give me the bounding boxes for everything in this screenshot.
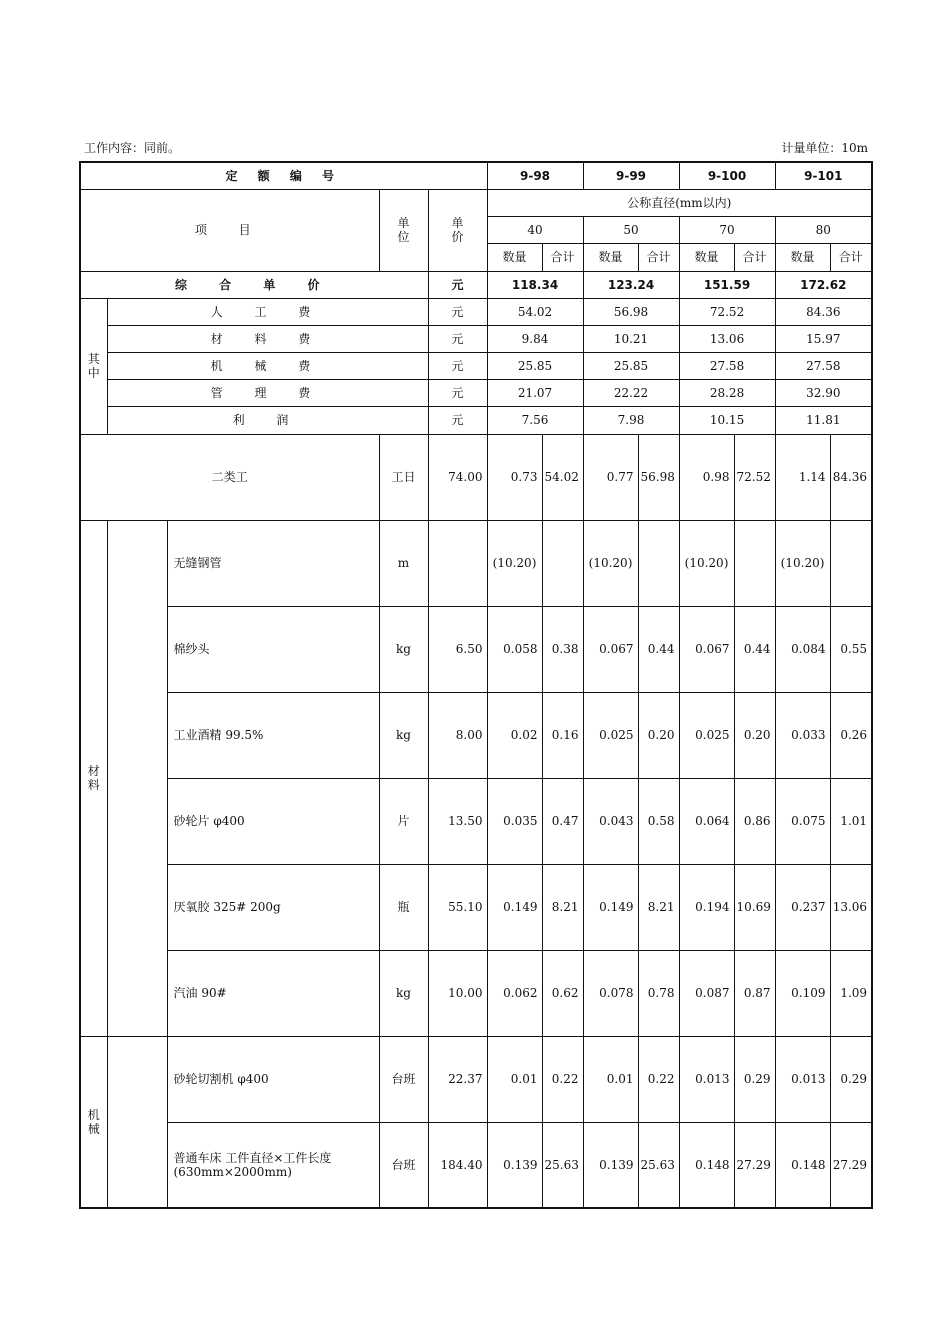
machinery-sum: 27.29 xyxy=(734,1122,775,1208)
fee-row xyxy=(80,325,872,352)
fee-label: 利 润 xyxy=(107,406,428,434)
work-content-note: 工作内容：同前。 xyxy=(84,141,181,155)
material-unit: kg xyxy=(379,606,428,692)
diameter-value: 40 xyxy=(487,216,583,243)
machinery-sum: 0.29 xyxy=(830,1036,872,1122)
fee-unit: 元 xyxy=(428,352,487,379)
material-sum: 8.21 xyxy=(542,864,583,950)
fee-value: 54.02 xyxy=(487,298,583,325)
machinery-row xyxy=(80,1036,872,1122)
fee-value: 22.22 xyxy=(583,379,679,406)
composite-price-label: 综 合 单 价 xyxy=(80,271,428,298)
material-sum: 0.38 xyxy=(542,606,583,692)
material-qty: (10.20) xyxy=(583,520,638,606)
material-name: 砂轮片 φ400 xyxy=(167,778,379,864)
fee-value: 15.97 xyxy=(775,325,872,352)
material-qty: 0.035 xyxy=(487,778,542,864)
composite-price-value: 151.59 xyxy=(679,271,775,298)
material-sum: 0.58 xyxy=(638,778,679,864)
material-price: 10.00 xyxy=(428,950,487,1036)
material-sum: 0.62 xyxy=(542,950,583,1036)
among-label: 其 中 xyxy=(80,298,107,434)
machinery-name: 普通车床 工件直径×工件长度(630mm×2000mm) xyxy=(167,1122,379,1208)
material-sum xyxy=(542,520,583,606)
material-row xyxy=(80,692,872,778)
labor-label: 二类工 xyxy=(80,434,379,520)
quota-code: 9-99 xyxy=(583,162,679,189)
quota-code: 9-101 xyxy=(775,162,872,189)
labor-qty: 0.77 xyxy=(583,434,638,520)
fee-row xyxy=(80,298,872,325)
labor-price: 74.00 xyxy=(428,434,487,520)
measurement-unit-note: 计量单位：10m xyxy=(781,141,868,155)
machinery-unit: 台班 xyxy=(379,1122,428,1208)
material-unit: 瓶 xyxy=(379,864,428,950)
item-header: 项 目 xyxy=(80,189,379,271)
material-unit: kg xyxy=(379,692,428,778)
fee-unit: 元 xyxy=(428,325,487,352)
sum-header: 合计 xyxy=(734,243,775,271)
fee-row xyxy=(80,352,872,379)
diameter-value: 80 xyxy=(775,216,872,243)
material-name: 棉纱头 xyxy=(167,606,379,692)
fee-value: 32.90 xyxy=(775,379,872,406)
machinery-qty: 0.139 xyxy=(487,1122,542,1208)
material-sum xyxy=(734,520,775,606)
material-sum xyxy=(830,520,872,606)
fee-value: 27.58 xyxy=(679,352,775,379)
labor-qty: 1.14 xyxy=(775,434,830,520)
fee-row xyxy=(80,406,872,434)
fee-value: 7.56 xyxy=(487,406,583,434)
composite-price-row xyxy=(80,271,872,298)
quota-code: 9-100 xyxy=(679,162,775,189)
composite-price-value: 118.34 xyxy=(487,271,583,298)
unit-header: 单 位 xyxy=(379,189,428,271)
material-qty: 0.067 xyxy=(679,606,734,692)
quota-code-label: 定 额 编 号 xyxy=(80,162,487,189)
material-name: 无缝钢管 xyxy=(167,520,379,606)
qty-header: 数量 xyxy=(487,243,542,271)
material-sum: 1.09 xyxy=(830,950,872,1036)
fee-value: 9.84 xyxy=(487,325,583,352)
machinery-qty: 0.01 xyxy=(487,1036,542,1122)
machinery-qty: 0.013 xyxy=(775,1036,830,1122)
fee-unit: 元 xyxy=(428,298,487,325)
machinery-sum: 0.29 xyxy=(734,1036,775,1122)
fee-label: 管 理 费 xyxy=(107,379,428,406)
material-qty: 0.149 xyxy=(487,864,542,950)
quota-code: 9-98 xyxy=(487,162,583,189)
material-name: 汽油 90# xyxy=(167,950,379,1036)
fee-value: 25.85 xyxy=(487,352,583,379)
material-qty: 0.075 xyxy=(775,778,830,864)
fee-value: 10.15 xyxy=(679,406,775,434)
material-name: 厌氧胶 325# 200g xyxy=(167,864,379,950)
fee-unit: 元 xyxy=(428,379,487,406)
material-row xyxy=(80,864,872,950)
material-qty: (10.20) xyxy=(487,520,542,606)
material-qty: 0.194 xyxy=(679,864,734,950)
material-qty: 0.067 xyxy=(583,606,638,692)
material-qty: 0.062 xyxy=(487,950,542,1036)
material-price: 13.50 xyxy=(428,778,487,864)
machinery-qty: 0.013 xyxy=(679,1036,734,1122)
materials-blank-cell xyxy=(107,520,167,1036)
diameter-value: 70 xyxy=(679,216,775,243)
material-qty: 0.033 xyxy=(775,692,830,778)
labor-qty: 0.73 xyxy=(487,434,542,520)
material-row xyxy=(80,950,872,1036)
labor-row xyxy=(80,434,872,520)
material-row xyxy=(80,606,872,692)
qty-header: 数量 xyxy=(775,243,830,271)
material-row xyxy=(80,778,872,864)
machinery-unit: 台班 xyxy=(379,1036,428,1122)
material-sum: 0.16 xyxy=(542,692,583,778)
material-unit: m xyxy=(379,520,428,606)
fee-label: 人 工 费 xyxy=(107,298,428,325)
fee-value: 10.21 xyxy=(583,325,679,352)
price-header: 单 价 xyxy=(428,189,487,271)
material-qty: 0.043 xyxy=(583,778,638,864)
material-sum: 0.87 xyxy=(734,950,775,1036)
material-sum xyxy=(638,520,679,606)
composite-price-unit: 元 xyxy=(428,271,487,298)
fee-label: 材 料 费 xyxy=(107,325,428,352)
material-qty: 0.064 xyxy=(679,778,734,864)
fee-unit: 元 xyxy=(428,406,487,434)
machinery-sum: 27.29 xyxy=(830,1122,872,1208)
fee-value: 25.85 xyxy=(583,352,679,379)
material-price: 6.50 xyxy=(428,606,487,692)
labor-unit: 工日 xyxy=(379,434,428,520)
fee-value: 28.28 xyxy=(679,379,775,406)
fee-value: 72.52 xyxy=(679,298,775,325)
sum-header: 合计 xyxy=(638,243,679,271)
material-qty: (10.20) xyxy=(775,520,830,606)
machinery-sum: 25.63 xyxy=(638,1122,679,1208)
material-sum: 0.20 xyxy=(638,692,679,778)
material-sum: 0.55 xyxy=(830,606,872,692)
material-qty: (10.20) xyxy=(679,520,734,606)
material-qty: 0.087 xyxy=(679,950,734,1036)
fee-value: 7.98 xyxy=(583,406,679,434)
diameter-value: 50 xyxy=(583,216,679,243)
sum-header: 合计 xyxy=(830,243,872,271)
machinery-sum: 0.22 xyxy=(638,1036,679,1122)
fee-value: 11.81 xyxy=(775,406,872,434)
material-qty: 0.025 xyxy=(679,692,734,778)
material-sum: 8.21 xyxy=(638,864,679,950)
fee-value: 27.58 xyxy=(775,352,872,379)
machinery-sum: 25.63 xyxy=(542,1122,583,1208)
qty-header: 数量 xyxy=(583,243,638,271)
machinery-price: 184.40 xyxy=(428,1122,487,1208)
fee-value: 56.98 xyxy=(583,298,679,325)
machinery-price: 22.37 xyxy=(428,1036,487,1122)
material-sum: 0.44 xyxy=(734,606,775,692)
material-price: 55.10 xyxy=(428,864,487,950)
material-name: 工业酒精 99.5% xyxy=(167,692,379,778)
sum-header: 合计 xyxy=(542,243,583,271)
header-row xyxy=(80,189,872,216)
material-qty: 0.025 xyxy=(583,692,638,778)
material-row xyxy=(80,520,872,606)
machinery-qty: 0.148 xyxy=(775,1122,830,1208)
machinery-row xyxy=(80,1122,872,1208)
material-qty: 0.109 xyxy=(775,950,830,1036)
quota-code-row xyxy=(80,162,872,189)
material-qty: 0.084 xyxy=(775,606,830,692)
labor-sum: 56.98 xyxy=(638,434,679,520)
material-qty: 0.058 xyxy=(487,606,542,692)
composite-price-value: 123.24 xyxy=(583,271,679,298)
fee-row xyxy=(80,379,872,406)
material-sum: 0.47 xyxy=(542,778,583,864)
material-unit: 片 xyxy=(379,778,428,864)
materials-label: 材 料 xyxy=(80,520,107,1036)
material-qty: 0.02 xyxy=(487,692,542,778)
machinery-qty: 0.139 xyxy=(583,1122,638,1208)
material-price: 8.00 xyxy=(428,692,487,778)
material-sum: 13.06 xyxy=(830,864,872,950)
labor-sum: 54.02 xyxy=(542,434,583,520)
labor-qty: 0.98 xyxy=(679,434,734,520)
fee-value: 13.06 xyxy=(679,325,775,352)
material-sum: 10.69 xyxy=(734,864,775,950)
machinery-qty: 0.148 xyxy=(679,1122,734,1208)
fee-label: 机 械 费 xyxy=(107,352,428,379)
machinery-label: 机 械 xyxy=(80,1036,107,1208)
fee-value: 21.07 xyxy=(487,379,583,406)
labor-sum: 84.36 xyxy=(830,434,872,520)
machinery-name: 砂轮切割机 φ400 xyxy=(167,1036,379,1122)
composite-price-value: 172.62 xyxy=(775,271,872,298)
nominal-diameter-header: 公称直径(mm以内) xyxy=(487,189,872,216)
machinery-sum: 0.22 xyxy=(542,1036,583,1122)
machinery-qty: 0.01 xyxy=(583,1036,638,1122)
labor-sum: 72.52 xyxy=(734,434,775,520)
material-sum: 1.01 xyxy=(830,778,872,864)
qty-header: 数量 xyxy=(679,243,734,271)
material-qty: 0.237 xyxy=(775,864,830,950)
material-sum: 0.44 xyxy=(638,606,679,692)
material-sum: 0.78 xyxy=(638,950,679,1036)
machinery-blank-cell xyxy=(107,1036,167,1208)
material-qty: 0.149 xyxy=(583,864,638,950)
material-sum: 0.86 xyxy=(734,778,775,864)
material-sum: 0.26 xyxy=(830,692,872,778)
fee-value: 84.36 xyxy=(775,298,872,325)
quota-table xyxy=(79,161,873,1209)
material-qty: 0.078 xyxy=(583,950,638,1036)
material-price xyxy=(428,520,487,606)
material-sum: 0.20 xyxy=(734,692,775,778)
material-unit: kg xyxy=(379,950,428,1036)
